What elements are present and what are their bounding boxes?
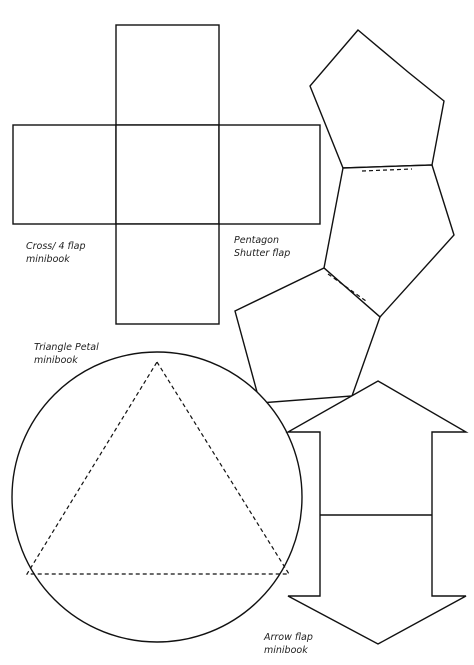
petal-circle: [12, 352, 302, 642]
triangle-label-line1: Triangle Petal: [34, 342, 99, 353]
arrow-label-line1: Arrow flap: [264, 632, 313, 643]
cross-right-flap: [219, 125, 320, 224]
arrow-outline: [288, 381, 466, 644]
cross-left-flap: [13, 125, 116, 224]
pentagon-label-line2: Shutter flap: [234, 248, 291, 259]
triangle-label-line2: minibook: [34, 355, 78, 366]
cross-label-line2: minibook: [26, 254, 70, 265]
cross-bottom-flap: [116, 224, 219, 324]
cross-label-line1: Cross/ 4 flap: [26, 241, 86, 252]
cross-minibook-template: [13, 25, 320, 324]
cross-top-flap: [116, 25, 219, 125]
pentagon-label-line1: Pentagon: [234, 235, 280, 246]
pentagon-top: [310, 30, 444, 168]
cross-center-square: [116, 125, 219, 224]
arrow-label-line2: minibook: [264, 645, 308, 656]
